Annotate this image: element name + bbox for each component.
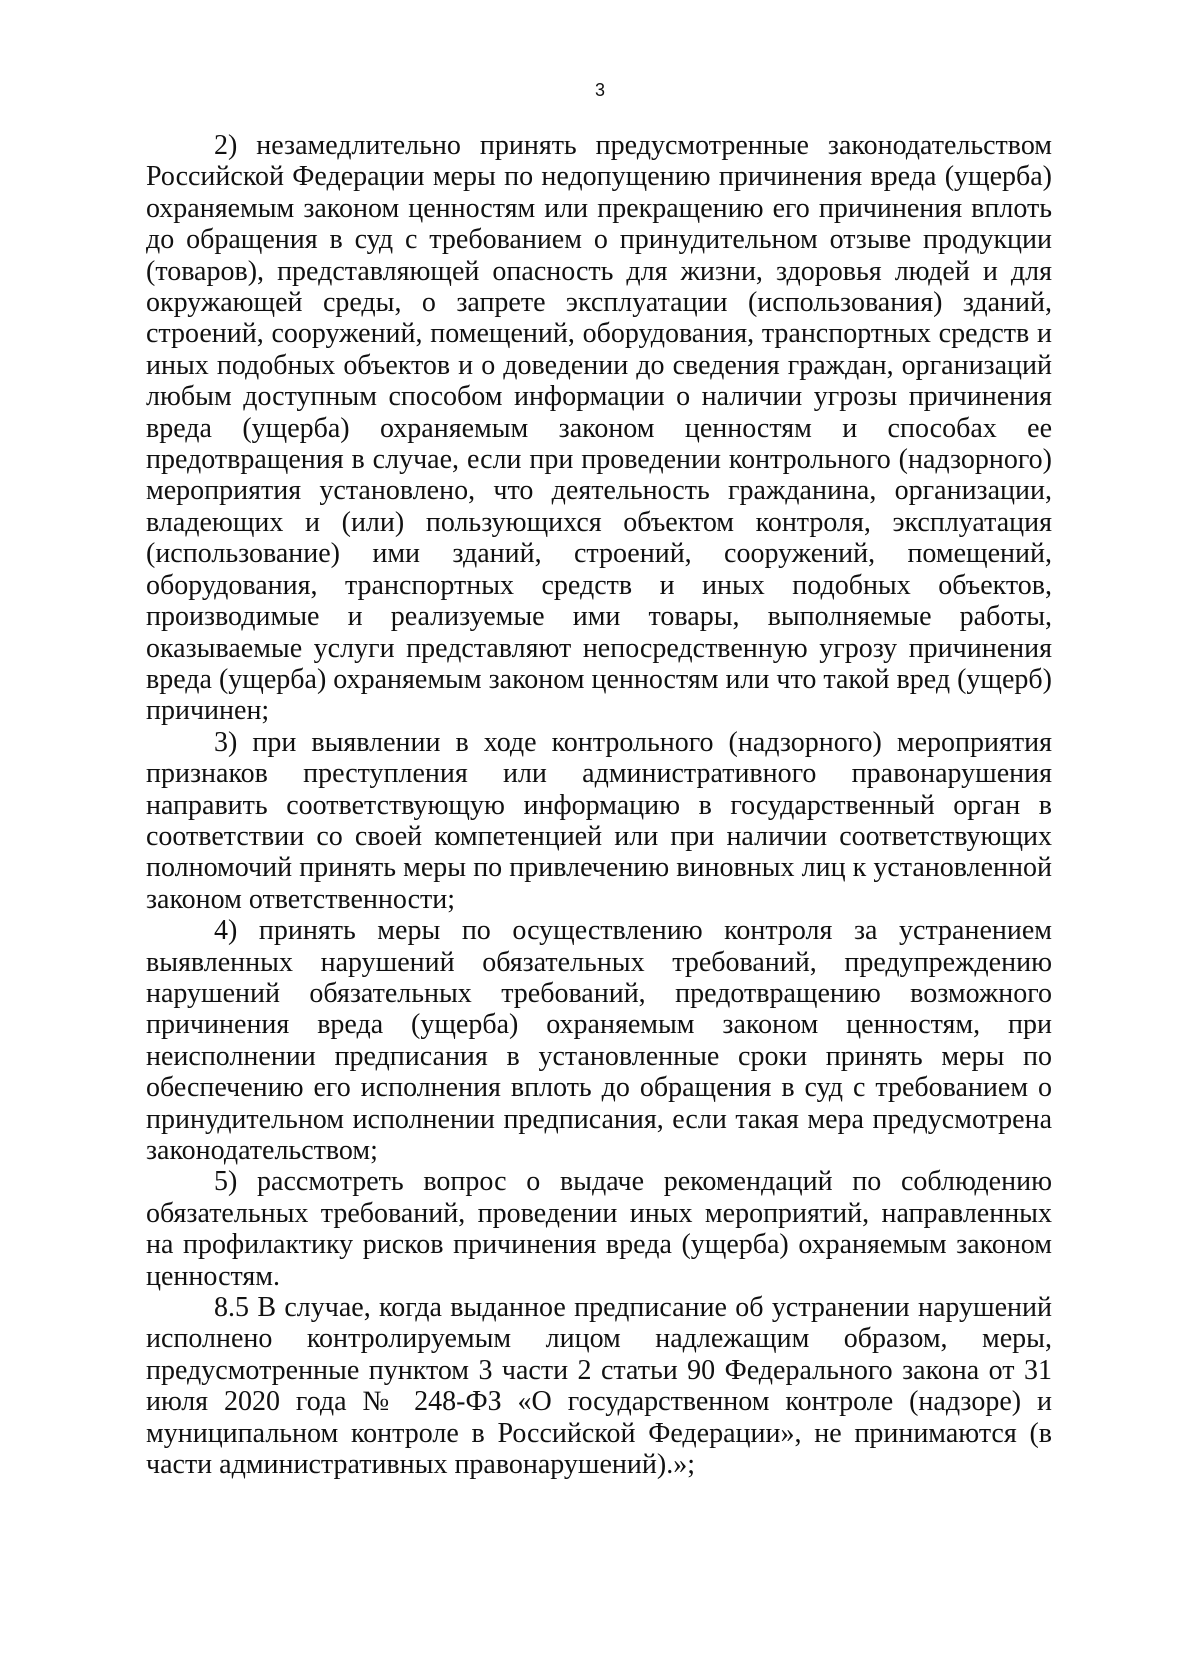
page-number: 3 [594,80,605,100]
document-body [146,130,1052,1480]
paragraph-item-3: 3) при выявлении в ходе контрольного (надзорного) мероприятия признаков преступления или административного правонарушения направить соответствующую информацию в государственный орган в соответствии со своей компетенцией или при наличии соответствующих полномочий принять меры по привлечению виновных лиц к установленной законом ответственности; [146,726,1052,915]
paragraph-item-2: 2) незамедлительно принять предусмотренные законодательством Российской Федерации меры по недопущению причинения вреда (ущерба) охраняемым законом ценностям или прекращению его причинения вплоть до обращения в суд с требованием о принудительном отзыве продукции (товаров), представляющей опасность для жизни, здоровья людей и для окружающей среды, о запрете эксплуатации (использования) зданий, строений, сооружений, помещений, оборудования, транспортных средств и иных подобных объектов и о доведении до сведения граждан, организаций любым доступным способом информации о наличии угрозы причинения вреда (ущерба) охраняемым законом ценностям и способах ее предотвращения в случае, если при проведении контрольного (надзорного) мероприятия установлено, что деятельность гражданина, организации, владеющих и (или) пользующихся объектом контроля, эксплуатация (использование) ими зданий, строений, сооружений, помещений, оборудования, транспортных средств и иных подобных объектов, производимые и реализуемые ими товары, выполняемые работы, оказываемые услуги представляют непосредственную угрозу причинения вреда (ущерба) охраняемым законом ценностям или что такой вред (ущерб) причинен; [146,130,1052,727]
paragraph-item-4: 4) принять меры по осуществлению контроля за устранением выявленных нарушений обязательных требований, предупреждению нарушений обязательных требований, предотвращению возможного причинения вреда (ущерба) охраняемым законом ценностям, при неисполнении предписания в установленные сроки принять меры по обеспечению его исполнения вплоть до обращения в суд с требованием о принудительном исполнении предписания, если такая мера предусмотрена законодательством; [146,915,1052,1166]
paragraph-clause-8-5: 8.5 В случае, когда выданное предписание об устранении нарушений исполнено контролируемым лицом надлежащим образом, меры, предусмотренные пунктом 3 части 2 статьи 90 Федерального закона от 31 июля 2020 года № 248-ФЗ «О государственном контроле (надзоре) и муниципальном контроле в Российской Федерации», не принимаются (в части административных правонарушений).»; [146,1292,1052,1481]
paragraph-item-5: 5) рассмотреть вопрос о выдаче рекомендаций по соблюдению обязательных требований, проведении иных мероприятий, направленных на профилактику рисков причинения вреда (ущерба) охраняемым законом ценностям. [146,1166,1052,1292]
